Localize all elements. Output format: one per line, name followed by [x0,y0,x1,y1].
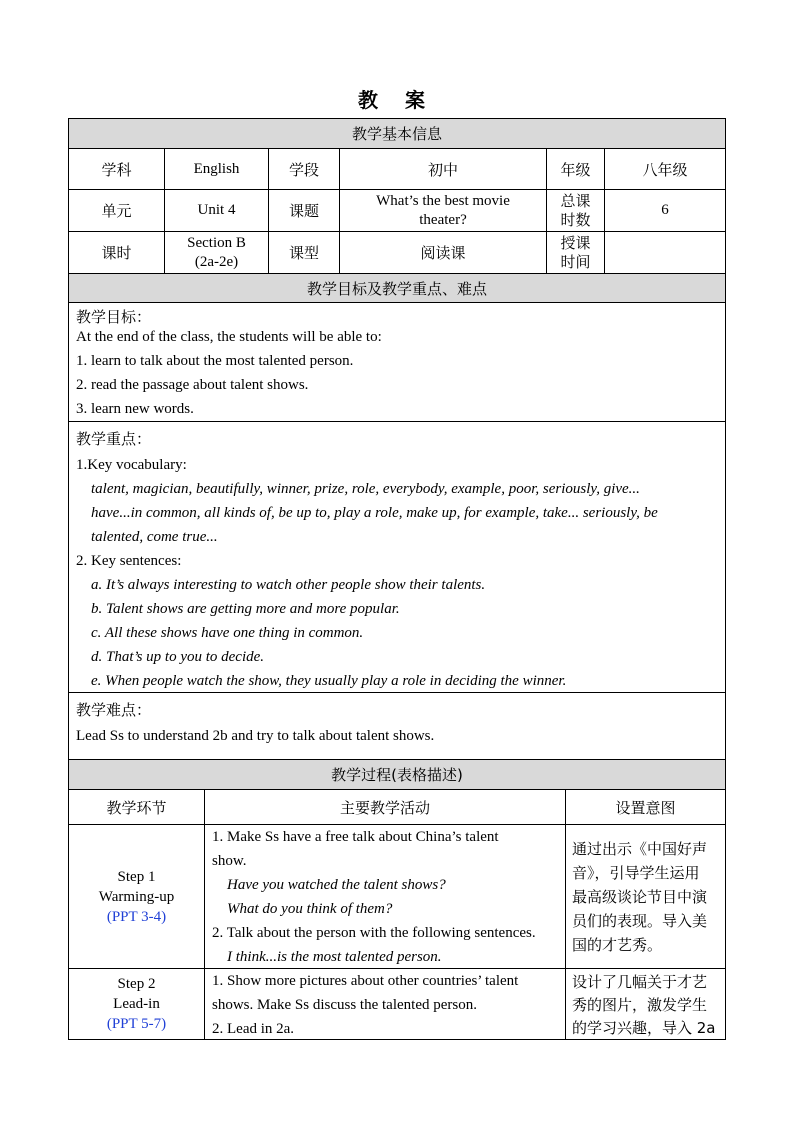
key-points-block [68,421,726,693]
goal-line: 3. learn new words. [76,401,194,417]
subject-value: English [164,148,269,190]
key-sentence: c. All these shows have one thing in common. [91,625,364,641]
key-sentence: d. That’s up to you to decide. [91,649,265,665]
intent-cell [565,824,726,969]
activity-line: Have you watched the talent shows? [227,877,446,893]
difficulty-label: 教学难点： [76,701,152,719]
activity-cell [204,968,566,1040]
activity-line: 2. Talk about the person with the following sentences. [212,925,536,941]
grade-label: 年级 [546,148,605,190]
column-header-activities: 主要教学活动 [204,789,566,825]
teaching-goals-block [68,302,726,422]
stage-label: 学段 [268,148,340,190]
goal-line: At the end of the class, the students will be able to: [76,329,382,345]
key-vocabulary-label: 1.Key vocabulary: [76,457,187,473]
vocabulary-line: talent, magician, beautifully, winner, prize, role, everybody, example, poor, seriously, give... [91,481,640,497]
section-header-process: 教学过程(表格描述) [68,759,726,790]
intent-cell [565,968,726,1040]
period-value [164,231,269,274]
topic-value-line1: What’s the best movie [376,192,510,209]
vocabulary-line: have...in common, all kinds of, be up to, play a role, make up, for example, take... seriously, be [91,505,658,521]
difficulty-block [68,692,726,760]
step-number: Step 2 [117,976,156,992]
key-sentence: e. When people watch the show, they usually play a role in deciding the winner. [91,673,567,689]
period-value-line2: (2a-2e) [194,253,239,270]
intent-line: 秀的图片，激发学生 [572,996,708,1014]
step-name: Lead-in [113,996,160,1012]
total-hours-label [546,189,605,232]
section-header-goals: 教学目标及教学重点、难点 [68,273,726,303]
lesson-type-label: 课型 [268,231,340,274]
column-header-intent: 设置意图 [565,789,726,825]
activity-line: I think...is the most talented person. [227,949,442,965]
period-value-line1: Section B [187,234,246,251]
ppt-reference: (PPT 3-4) [106,908,167,925]
section-header-basic-info: 教学基本信息 [68,118,726,149]
stage-value: 初中 [339,148,547,190]
step-name: Warming-up [98,888,175,905]
topic-value [339,189,547,232]
unit-value: Unit 4 [164,189,269,232]
lesson-type-value: 阅读课 [339,231,547,274]
topic-value-line2: theater? [419,211,467,228]
activity-line: shows. Make Ss discuss the talented person. [212,997,477,1013]
activity-line: What do you think of them? [227,901,393,917]
difficulty-text: Lead Ss to understand 2b and try to talk about talent shows. [76,728,435,744]
intent-line: 国的才艺秀。 [572,936,663,954]
period-label: 课时 [68,231,165,274]
goal-line: 2. read the passage about talent shows. [76,377,309,393]
key-points-label: 教学重点： [76,430,152,448]
step-number: Step 1 [117,868,156,885]
document-title: 教 案 [358,88,435,112]
key-sentence: a. It’s always interesting to watch other people show their talents. [91,577,486,593]
step-cell [68,968,205,1040]
class-time-value [604,231,726,274]
total-hours-label-line2: 时数 [560,210,591,229]
intent-line: 的学习兴趣，导入 2a [572,1019,716,1037]
subject-label: 学科 [68,148,165,190]
topic-label: 课题 [268,189,340,232]
key-sentences-label: 2. Key sentences: [76,553,182,569]
intent-line: 员们的表现。导入美 [572,912,708,930]
ppt-reference: (PPT 5-7) [106,1016,167,1032]
intent-line: 通过出示《中国好声 [572,840,708,858]
activity-line: 1. Show more pictures about other countries’ talent [212,973,519,989]
grade-value: 八年级 [604,148,726,190]
class-time-label [546,231,605,274]
column-header-stage: 教学环节 [68,789,205,825]
step-cell [68,824,205,969]
total-hours-value: 6 [604,189,726,232]
teaching-goals-label: 教学目标： [76,308,152,326]
intent-line: 最高级谈论节目中演 [572,888,708,906]
vocabulary-line: talented, come true... [91,529,218,545]
total-hours-label-line1: 总课 [560,191,591,210]
class-time-label-line1: 授课 [560,233,591,252]
activity-cell [204,824,566,969]
activity-line: show. [212,853,247,869]
activity-line: 2. Lead in 2a. [212,1021,295,1037]
key-sentence: b. Talent shows are getting more and more popular. [91,601,400,617]
intent-line: 设计了几幅关于才艺 [572,973,708,991]
intent-line: 音》，引导学生运用 [572,864,700,882]
activity-line: 1. Make Ss have a free talk about China’s talent [212,829,499,845]
class-time-label-line2: 时间 [560,252,591,271]
unit-label: 单元 [68,189,165,232]
goal-line: 1. learn to talk about the most talented person. [76,353,354,369]
